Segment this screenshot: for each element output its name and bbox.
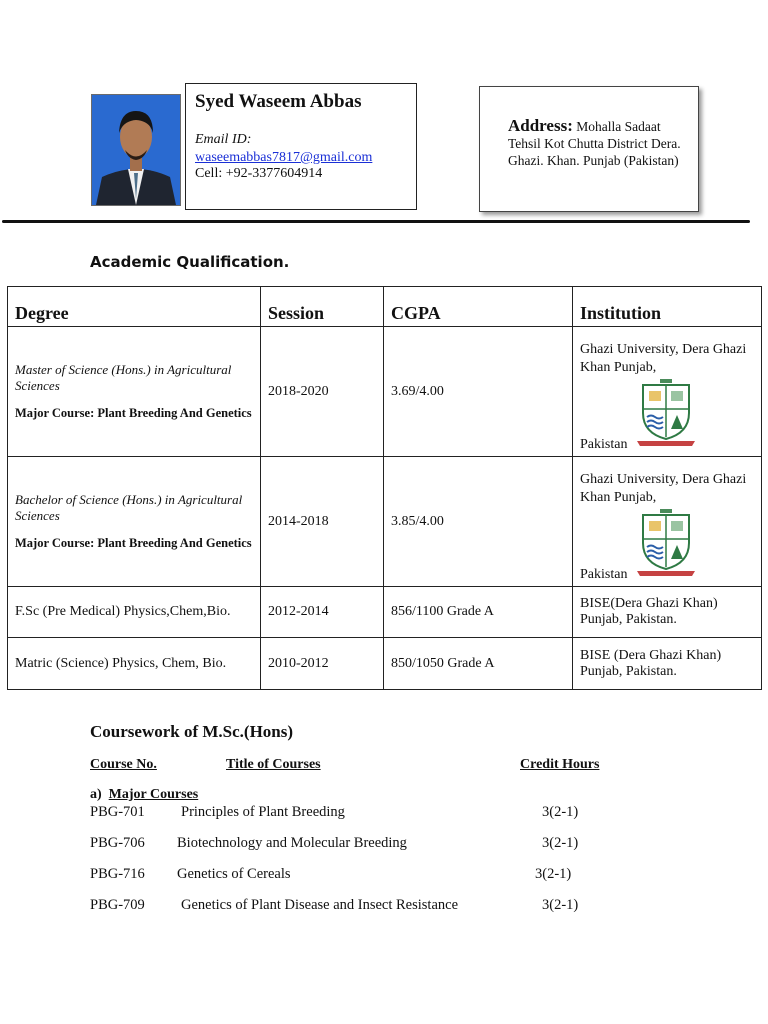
course-title: Genetics of Plant Disease and Insect Resistance bbox=[181, 897, 459, 913]
cgpa-cell: 850/1050 Grade A bbox=[384, 638, 573, 690]
session-cell: 2012-2014 bbox=[261, 587, 384, 638]
column-course-no: Course No. bbox=[90, 757, 157, 772]
degree-cell bbox=[8, 457, 261, 587]
address-box bbox=[479, 86, 699, 212]
course-credit: 3(2-1) bbox=[542, 835, 579, 851]
qualification-table bbox=[7, 286, 762, 690]
coursework-title: Coursework of M.Sc.(Hons) bbox=[90, 722, 294, 741]
session-cell: 2014-2018 bbox=[261, 457, 384, 587]
address-text: Mohalla Sadaat Tehsil Kot Chutta District Dera. Ghazi. Khan. Punjab (Pakistan) bbox=[508, 119, 681, 168]
contact-box bbox=[185, 83, 417, 210]
table-header-row bbox=[8, 287, 762, 327]
table-row bbox=[8, 327, 762, 457]
cgpa-cell: 3.85/4.00 bbox=[384, 457, 573, 587]
email-label: Email ID: bbox=[195, 132, 252, 147]
course-number: PBG-709 bbox=[90, 897, 145, 913]
header-cgpa: CGPA bbox=[384, 287, 573, 327]
session-cell: 2018-2020 bbox=[261, 327, 384, 457]
institution-country: Pakistan bbox=[580, 437, 628, 452]
institution-name: Ghazi University, Dera Ghazi Khan Punjab, bbox=[580, 472, 747, 505]
cgpa-cell: 3.69/4.00 bbox=[384, 327, 573, 457]
institution-name: Ghazi University, Dera Ghazi Khan Punjab, bbox=[580, 342, 747, 375]
course-credit: 3(2-1) bbox=[542, 804, 579, 820]
header-session: Session bbox=[261, 287, 384, 327]
table-row bbox=[8, 457, 762, 587]
candidate-name: Syed Waseem Abbas bbox=[195, 91, 362, 112]
university-crest-icon bbox=[635, 379, 697, 447]
institution-cell bbox=[573, 327, 762, 457]
course-number: PBG-701 bbox=[90, 804, 145, 820]
major-course: Major Course: Plant Breeding And Genetics bbox=[15, 406, 252, 420]
table-row bbox=[8, 638, 762, 690]
institution-cell bbox=[573, 457, 762, 587]
cell-number: Cell: +92-3377604914 bbox=[195, 166, 323, 181]
degree-title: Master of Science (Hons.) in Agricultural Sciences bbox=[15, 362, 232, 393]
person-portrait-icon bbox=[92, 95, 180, 205]
course-number: PBG-716 bbox=[90, 866, 145, 882]
header-divider bbox=[2, 220, 750, 223]
section-label: Major Courses bbox=[108, 787, 199, 802]
address-label: Address: bbox=[508, 116, 573, 135]
header-degree: Degree bbox=[8, 287, 261, 327]
course-number: PBG-706 bbox=[90, 835, 145, 851]
session-cell: 2010-2012 bbox=[261, 638, 384, 690]
course-credit: 3(2-1) bbox=[542, 897, 579, 913]
institution-cell: BISE(Dera Ghazi Khan) Punjab, Pakistan. bbox=[573, 587, 762, 638]
table-row bbox=[8, 587, 762, 638]
column-credit-hours: Credit Hours bbox=[520, 757, 600, 772]
course-title: Genetics of Cereals bbox=[177, 866, 291, 882]
institution-cell: BISE (Dera Ghazi Khan) Punjab, Pakistan. bbox=[573, 638, 762, 690]
major-courses-heading bbox=[90, 787, 198, 803]
column-course-title: Title of Courses bbox=[226, 757, 321, 772]
header-institution: Institution bbox=[573, 287, 762, 327]
university-crest-icon bbox=[635, 509, 697, 577]
academic-title: Academic Qualification. bbox=[90, 253, 290, 271]
degree-title: Bachelor of Science (Hons.) in Agricultural Sciences bbox=[15, 492, 243, 523]
section-marker: a) bbox=[90, 787, 102, 802]
major-course: Major Course: Plant Breeding And Genetics bbox=[15, 536, 252, 550]
cgpa-cell: 856/1100 Grade A bbox=[384, 587, 573, 638]
degree-cell bbox=[8, 327, 261, 457]
degree-cell: F.Sc (Pre Medical) Physics,Chem,Bio. bbox=[8, 587, 261, 638]
course-title: Biotechnology and Molecular Breeding bbox=[177, 835, 407, 851]
course-credit: 3(2-1) bbox=[535, 866, 572, 882]
institution-country: Pakistan bbox=[580, 567, 628, 582]
course-title: Principles of Plant Breeding bbox=[181, 804, 345, 820]
degree-cell: Matric (Science) Physics, Chem, Bio. bbox=[8, 638, 261, 690]
profile-photo bbox=[91, 94, 181, 206]
email-link[interactable]: waseemabbas7817@gmail.com bbox=[195, 150, 373, 165]
address-block bbox=[508, 117, 688, 169]
